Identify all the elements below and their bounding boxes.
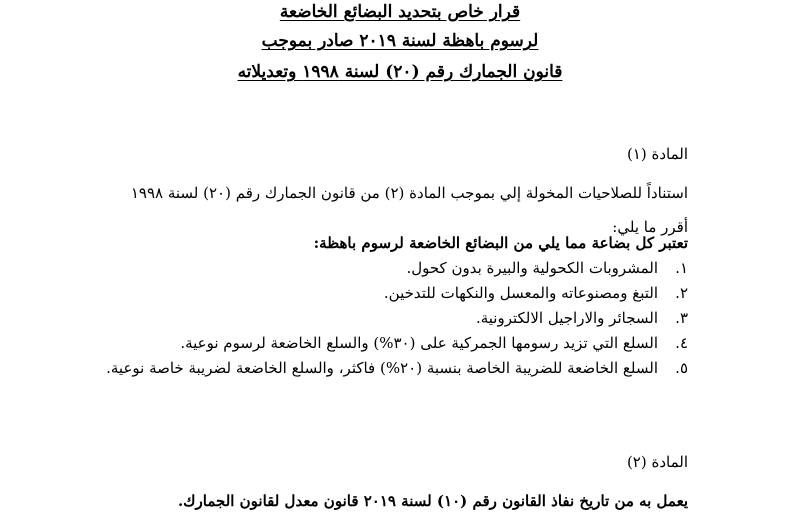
title-line-3: قانون الجمارك رقم (٢٠) لسنة ١٩٩٨ وتعديلاته [237, 62, 563, 82]
list-item [84, 334, 688, 352]
list-item-text: المشروبات الكحولية والبيرة بدون كحول. [406, 259, 658, 277]
list-item-text: السجائر والاراجيل الالكترونية. [475, 309, 658, 327]
article-1-heading: المادة (١) [626, 145, 688, 163]
article-2-heading: المادة (٢) [626, 453, 688, 471]
list-item-text: السلع الخاضعة للضريبة الخاصة بنسبة (٢٠%) فاكثر، والسلع الخاضعة لضريبة خاصة نوعية. [106, 359, 658, 377]
title-line-1: قرار خاص بتحديد البضائع الخاضعة [279, 2, 521, 22]
list-item-number: ٥. [675, 359, 688, 377]
article-1-subject: تعتبر كل بضاعة مما يلي من البضائع الخاضعة لرسوم باهظة: [313, 234, 688, 252]
list-item-number: ٤. [675, 334, 688, 352]
list-item-number: ٣. [675, 309, 688, 327]
list-item [84, 309, 688, 327]
article-1-decision: أقرر ما يلي: [612, 218, 688, 236]
list-item-number: ١. [675, 259, 688, 277]
title-line-2: لرسوم باهظة لسنة ٢٠١٩ صادر بموجب [261, 31, 539, 51]
article-2-text: يعمل به من تاريخ نفاذ القانون رقم (١٠) لسنة ٢٠١٩ قانون معدل لقانون الجمارك. [177, 492, 688, 510]
list-item [84, 259, 688, 277]
list-item-text: السلع التي تزيد رسومها الجمركية على (٣٠%) والسلع الخاضعة لرسوم نوعية. [180, 334, 658, 352]
list-item-text: التبغ ومصنوعاته والمعسل والنكهات للتدخين. [383, 284, 658, 302]
list-item [84, 359, 688, 378]
list-item-number: ٢. [675, 284, 688, 302]
list-item [84, 284, 688, 302]
article-1-intro: استناداً للصلاحيات المخولة إلي بموجب المادة (٢) من قانون الجمارك رقم (٢٠) لسنة ١٩٩٨ [130, 184, 688, 202]
goods-list [84, 259, 688, 385]
